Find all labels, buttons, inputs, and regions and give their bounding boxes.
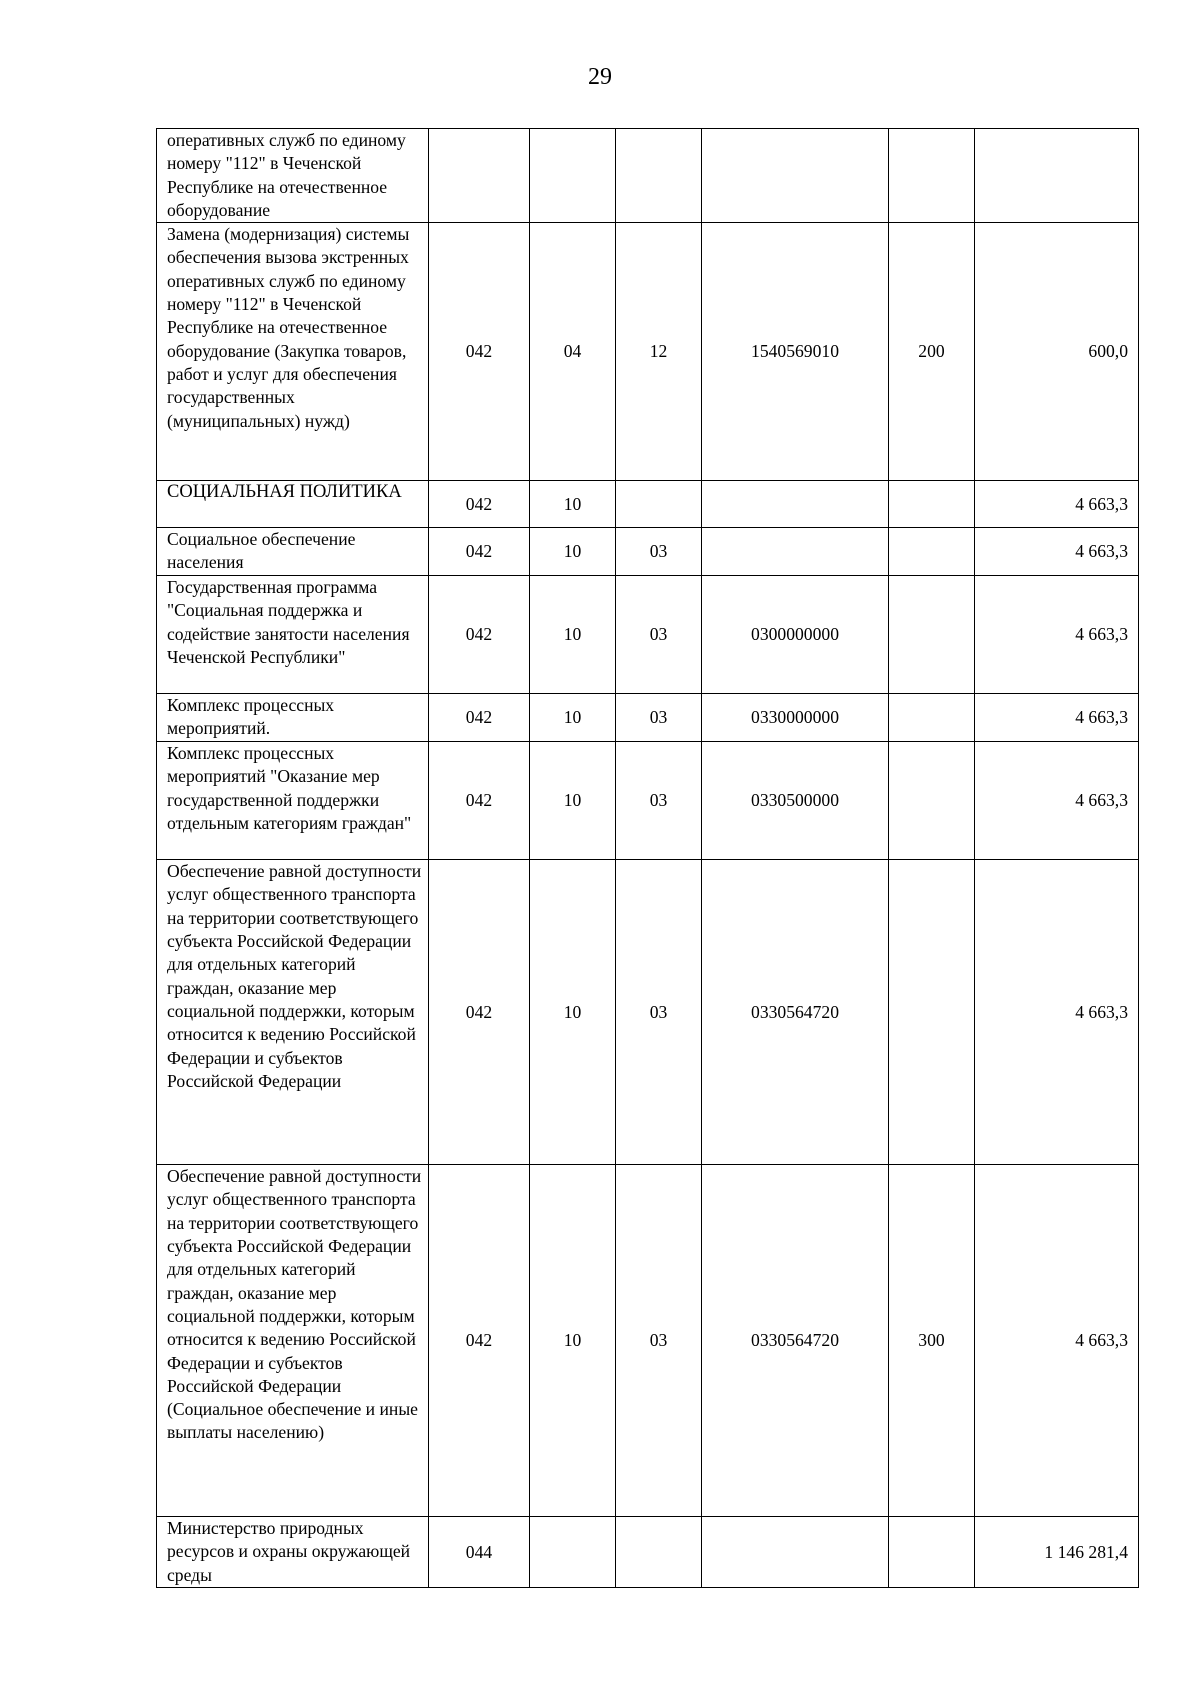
table-row bbox=[157, 1517, 1139, 1588]
cell-grbs: 042 bbox=[429, 694, 530, 742]
cell-grbs: 042 bbox=[429, 1165, 530, 1517]
cell-grbs: 044 bbox=[429, 1517, 530, 1588]
cell-csr: 0330564720 bbox=[702, 1165, 889, 1517]
cell-pr: 03 bbox=[616, 576, 702, 694]
cell-pr bbox=[616, 481, 702, 528]
cell-vr: 300 bbox=[889, 1165, 975, 1517]
cell-grbs: 042 bbox=[429, 481, 530, 528]
cell-amount: 4 663,3 bbox=[975, 860, 1139, 1165]
cell-amount bbox=[975, 129, 1139, 223]
cell-vr bbox=[889, 742, 975, 860]
cell-amount: 4 663,3 bbox=[975, 481, 1139, 528]
row-name: Обеспечение равной доступности услуг общественного транспорта на территории соответствующего субъекта Российской Федерации для отдельных категорий граждан, оказание мер социальной поддержки, которым относится к ведению Российской Федерации и субъектов Российской Федерации (Социальное обеспечение и иные выплаты населению) bbox=[157, 1165, 429, 1517]
cell-csr bbox=[702, 1517, 889, 1588]
table-row bbox=[157, 223, 1139, 481]
cell-pr: 12 bbox=[616, 223, 702, 481]
cell-csr bbox=[702, 481, 889, 528]
cell-pr: 03 bbox=[616, 528, 702, 576]
cell-rz: 10 bbox=[530, 860, 616, 1165]
row-name: СОЦИАЛЬНАЯ ПОЛИТИКА bbox=[157, 481, 429, 528]
cell-csr: 0330500000 bbox=[702, 742, 889, 860]
cell-vr bbox=[889, 860, 975, 1165]
cell-rz: 10 bbox=[530, 576, 616, 694]
cell-pr: 03 bbox=[616, 1165, 702, 1517]
cell-csr: 0300000000 bbox=[702, 576, 889, 694]
cell-pr: 03 bbox=[616, 742, 702, 860]
cell-grbs: 042 bbox=[429, 528, 530, 576]
cell-rz: 04 bbox=[530, 223, 616, 481]
row-name: Государственная программа "Социальная поддержка и содействие занятости населения Чеченской Республики" bbox=[157, 576, 429, 694]
cell-vr bbox=[889, 1517, 975, 1588]
cell-pr bbox=[616, 1517, 702, 1588]
cell-rz: 10 bbox=[530, 528, 616, 576]
table-row bbox=[157, 576, 1139, 694]
cell-rz: 10 bbox=[530, 481, 616, 528]
table-row bbox=[157, 860, 1139, 1165]
cell-csr bbox=[702, 528, 889, 576]
cell-grbs: 042 bbox=[429, 742, 530, 860]
row-name: оперативных служб по единому номеру "112" в Чеченской Республике на отечественное оборудование bbox=[157, 129, 429, 223]
cell-pr: 03 bbox=[616, 860, 702, 1165]
cell-csr: 1540569010 bbox=[702, 223, 889, 481]
cell-vr bbox=[889, 694, 975, 742]
table-row bbox=[157, 1165, 1139, 1517]
table-row bbox=[157, 528, 1139, 576]
table-row bbox=[157, 129, 1139, 223]
table-row bbox=[157, 742, 1139, 860]
cell-rz: 10 bbox=[530, 742, 616, 860]
cell-amount: 4 663,3 bbox=[975, 742, 1139, 860]
cell-rz: 10 bbox=[530, 694, 616, 742]
cell-grbs: 042 bbox=[429, 576, 530, 694]
row-name: Комплекс процессных мероприятий "Оказание мер государственной поддержки отдельным категориям граждан" bbox=[157, 742, 429, 860]
cell-grbs: 042 bbox=[429, 860, 530, 1165]
cell-rz bbox=[530, 129, 616, 223]
cell-vr bbox=[889, 528, 975, 576]
cell-rz: 10 bbox=[530, 1165, 616, 1517]
cell-amount: 4 663,3 bbox=[975, 1165, 1139, 1517]
cell-vr bbox=[889, 576, 975, 694]
cell-amount: 4 663,3 bbox=[975, 576, 1139, 694]
cell-amount: 4 663,3 bbox=[975, 528, 1139, 576]
cell-amount: 1 146 281,4 bbox=[975, 1517, 1139, 1588]
cell-rz bbox=[530, 1517, 616, 1588]
row-name: Социальное обеспечение населения bbox=[157, 528, 429, 576]
cell-pr: 03 bbox=[616, 694, 702, 742]
cell-csr: 0330564720 bbox=[702, 860, 889, 1165]
cell-grbs: 042 bbox=[429, 223, 530, 481]
page-number: 29 bbox=[588, 64, 612, 90]
row-name: Министерство природных ресурсов и охраны окружающей среды bbox=[157, 1517, 429, 1588]
row-name: Комплекс процессных мероприятий. bbox=[157, 694, 429, 742]
budget-table bbox=[156, 128, 1139, 1588]
table-row bbox=[157, 481, 1139, 528]
cell-amount: 600,0 bbox=[975, 223, 1139, 481]
cell-vr bbox=[889, 481, 975, 528]
row-name: Обеспечение равной доступности услуг общественного транспорта на территории соответствующего субъекта Российской Федерации для отдельных категорий граждан, оказание мер социальной поддержки, которым относится к ведению Российской Федерации и субъектов Российской Федерации bbox=[157, 860, 429, 1165]
cell-csr: 0330000000 bbox=[702, 694, 889, 742]
row-name: Замена (модернизация) системы обеспечения вызова экстренных оперативных служб по единому номеру "112" в Чеченской Республике на отечественное оборудование (Закупка товаров, работ и услуг для обеспечения государственных (муниципальных) нужд) bbox=[157, 223, 429, 481]
cell-vr: 200 bbox=[889, 223, 975, 481]
table-row bbox=[157, 694, 1139, 742]
cell-csr bbox=[702, 129, 889, 223]
cell-pr bbox=[616, 129, 702, 223]
cell-amount: 4 663,3 bbox=[975, 694, 1139, 742]
cell-grbs bbox=[429, 129, 530, 223]
cell-vr bbox=[889, 129, 975, 223]
